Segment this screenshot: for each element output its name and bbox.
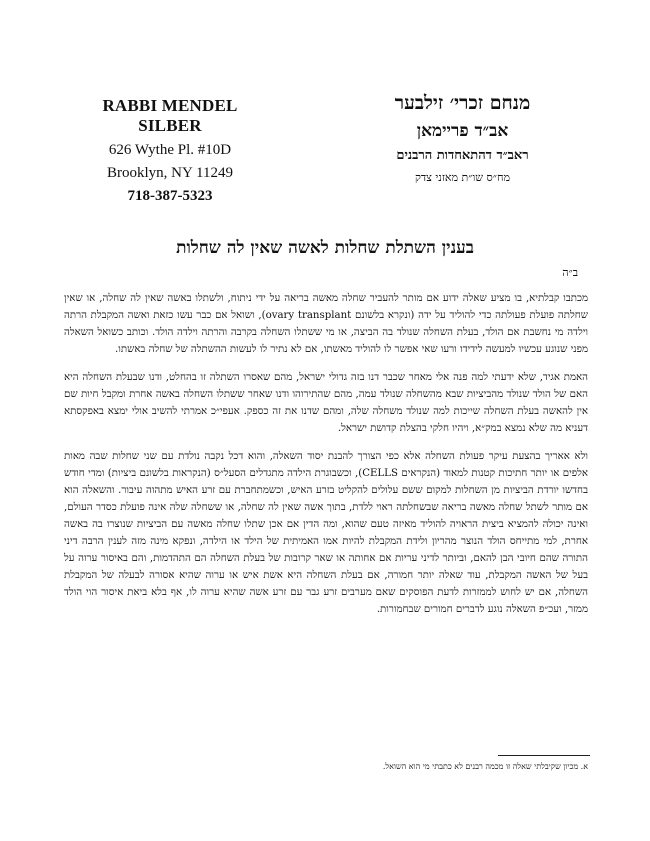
rabbi-subtitle-hebrew: ראב״ד דהתאחדות הרבנים xyxy=(396,148,529,163)
bh-header: ב״ה xyxy=(562,266,578,279)
document-title: בענין השתלת שחלות לאשה שאין לה שחלות xyxy=(176,238,474,258)
rabbi-name-english: RABBI MENDEL SILBER xyxy=(102,96,238,135)
paragraph: האמת אגיד, שלא ידעתי למה פנה אלי מאחר שכבר דנו בזה גדולי ישראל, מהם שאסרו השתלה זו בהחלט, ודנו שבעלת השחלה היא האם של הולד שנולד מהביציות שבא מהשחלה שנולד עמה, מהם שהתירוהו ודנו שאחר ששתלו השחלה באשה אחרת ומקבל חיות שם אין להאשה בעלת השחלה שייכות למה שנולד משחלה שלה, ומהם שדנו את זה כספק. אעפי״כ אמרתי להשיב אולי ימצא באפקסתא דעניא מה שלא נמצא במק״א, ויהיו חלקי בהצלת קדושת ישראל. xyxy=(64,372,588,434)
paragraph: מכתבו קבלתיא, בו מציע שאלה ידוע אם מותר להעביר שחלה מאשה בריאה על ידי ניתוח, ולשתלו באשה שאין לה שחלה, או שאין שחלתה פועלת פעולתה כדי להוליד על ידה (ונקרא בלשונם ovary transplant), ושואל אם כבר עשו כזאת ואשה המקבלת הרתה וילדה מי נחשבת אם הולד, בעלת השחלה שנולד בה הביצה, או מי ששתלו השחלה בקרבה והרתה וילדה הולד. וכותב כשואל השאלה מפני שנוגע עכשיו למעשה לידידו ורעו שאי אפשר לו להוליד מאשתו, אם לא נתיר לו לעשות ההשתלה של שחלה באשתו. xyxy=(64,293,588,355)
city-address: Brooklyn, NY 11249 xyxy=(107,165,233,181)
letterhead-english xyxy=(70,96,270,205)
paragraph: ולא אאריך בהצעת עיקר פעולת השחלה אלא כפי הצורך להבנת יסוד השאלה, והוא דכל נקבה נולדת עם שני שחלות שבה מאות אלפים או יותר חתיכות קטנות למאוד (הנקראים CELLS), וכשבוגרת הילדה מתגדלים הסעל״ס (הנקראות בלשונם ביציות) ומדי חודש בחדשו יורדת הביציות מן השחלות למקום ששם עלולים להקליט בזרע האיש, וכשמתחברת עם זרע האיש מתהוה עיבור. והשאלה הוא אם מותר לשתל שחלה מאשה בריאה שבשחלתה ראוי ללדת, בתוך אשה שאין לה שחלה, או ששחלה שלה אינה פועלת כסדר העולם, ואינה יכולה להמציא ביצית הראויה להוליד מאיזה טעם שהוא, ומה הדין אם אכן שתלו שחלה מאשה עם הביציות שנוצרו בה באשה אחרת, למי מתייחס הולד הנוצר מהריון ולידת המקבלת להיות אמו האמיתית של הילד או הילדה, ונפקא מינה מזה לענין הרבה דיני התורה שהם חיובי הבן להאם, וביותר לדיני עריות אם אחותה או שאר קרובות של בעלת השחלה הם התהדמות, והם באיסור ערוה על בעל של האשה המקבלת, עוד שאלה יותר חמורה, אם בעלת השחלה היא אשת איש או ערוה שהיא אסורה לבעלה של המקבלת השחלה, אם יש לחוש לממזרות לדעת הפוסקים שאם מערבים זרע גבר עם זרע אשה שהיא ערוה לו, אף בלא ביאת איסור הוי הולד ממזר, ועכ״פ השאלה נוגע לדברים חמורים שבחמורות. xyxy=(64,451,588,615)
footnote: א. מכיון שקיבלתי שאלה זו מכמה רבנים לא כתבתי מי הוא השואל. xyxy=(382,762,588,771)
rabbi-title-hebrew: אב״ד פריימאן xyxy=(416,121,509,141)
rabbi-author-hebrew: מח״ס שו״ת מאזני צדק xyxy=(414,171,511,184)
letterhead-hebrew xyxy=(330,92,595,184)
rabbi-name-hebrew: מנחם זכרי׳ זילבער xyxy=(394,92,531,114)
footnote-divider xyxy=(498,755,590,756)
document-body xyxy=(64,290,588,629)
phone-number: 718-387-5323 xyxy=(127,188,213,204)
street-address: 626 Wythe Pl. #10D xyxy=(108,142,232,158)
